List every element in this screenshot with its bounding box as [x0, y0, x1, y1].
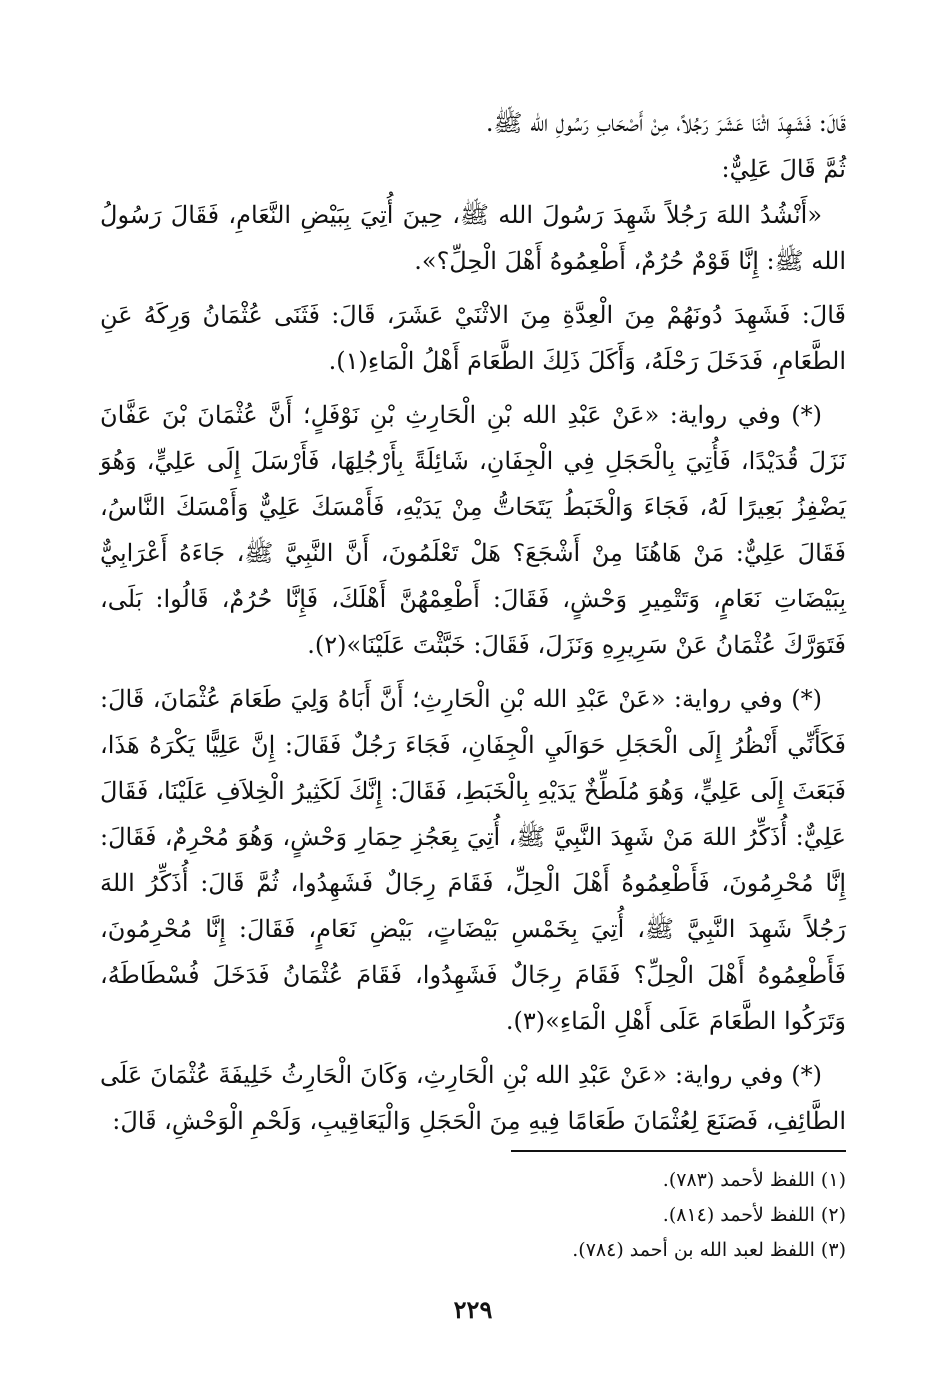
footnotes [100, 1163, 846, 1268]
main-text [100, 100, 846, 1144]
paragraph-5: (*) وفي رواية: «عَنْ عَبْدِ الله بْنِ الْحَارِثِ بْنِ نَوْفَلٍ؛ أَنَّ عُثْمَانَ بْنَ عَفَّانَ نَزَلَ قُدَيْدًا، فَأُتِيَ بِالْحَجَلِ فِي الْجِفَانِ، شَائِلَةً بِأَرْجُلِهَا، فَأَرْسَلَ إِلَى عَلِيٍّ، وَهُوَ يَضْفِزُ بَعِيرًا لَهُ، فَجَاءَ وَالْخَبَطُ يَتَحَاتُّ مِنْ يَدَيْهِ، فَأَمْسَكَ عَلِيٌّ وَأَمْسَكَ النَّاسُ، فَقَالَ عَلِيٌّ: مَنْ هَاهُنَا مِنْ أَشْجَعَ؟ هَلْ تَعْلَمُونَ، أَنَّ النَّبِيَّ ﷺ، جَاءَهُ أَعْرَابِيٌّ بِبَيْضَاتِ نَعَامٍ، وَتَتْمِيرِ وَحْشٍ، فَقَالَ: أَطْعِمْهُنَّ أَهْلَكَ، فَإِنَّا حُرُمٌ، قَالُوا: بَلَى، فَتَوَرَّكَ عُثْمَانُ عَنْ سَرِيرِهِ وَنَزَلَ، فَقَالَ: خَبَّثْتَ عَلَيْنَا»(٢). [100, 401, 846, 659]
footnote-3: (٣) اللفظ لعبد الله بن أحمد (٧٨٤). [572, 1239, 846, 1261]
paragraph-4: قَالَ: فَشَهِدَ دُونَهُمْ مِنَ الْعِدَّةِ مِنَ الاثْنَيْ عَشَرَ، قَالَ: فَثَنَى عُثْمَانُ وَرِكَهُ عَنِ الطَّعَامِ، فَدَخَلَ رَحْلَهُ، وَأَكَلَ ذَلِكَ الطَّعَامَ أَهْلُ الْمَاءِ(١). [100, 301, 846, 375]
paragraph-7: (*) وفي رواية: «عَنْ عَبْدِ الله بْنِ الْحَارِثِ، وَكَانَ الْحَارِثُ خَلِيفَةَ عُثْمَانَ عَلَى الطَّائِفِ، فَصَنَعَ لِعُثْمَانَ طَعَامًا فِيهِ مِنَ الْحَجَلِ وَالْيَعَاقِيبِ، وَلَحْمِ الْوَحْشِ، قَالَ: [100, 1061, 846, 1135]
page-number: ٢٢٩ [453, 1295, 493, 1324]
footnote-divider [511, 1150, 846, 1152]
paragraph-2: ثُمَّ قَالَ عَلِيٌّ: [721, 155, 846, 183]
paragraph-6: (*) وفي رواية: «عَنْ عَبْدِ الله بْنِ الْحَارِثِ؛ أَنَّ أَبَاهُ وَلِيَ طَعَامَ عُثْمَانَ، قَالَ: فَكَأَنِّي أَنْظُرُ إِلَى الْحَجَلِ حَوَالَيِ الْجِفَانِ، فَجَاءَ رَجُلٌ فَقَالَ: إِنَّ عَلِيًّا يَكْرَهُ هَذَا، فَبَعَثَ إِلَى عَلِيٍّ، وَهُوَ مُلَطِّخٌ يَدَيْهِ بِالْخَبَطِ، فَقَالَ: إِنَّكَ لَكَثِيرُ الْخِلاَفِ عَلَيْنَا، فَقَالَ عَلِيٌّ: أُذَكِّرُ اللهَ مَنْ شَهِدَ النَّبِيَّ ﷺ، أُتِيَ بِعَجُزِ حِمَارِ وَحْشٍ، وَهُوَ مُحْرِمٌ، فَقَالَ: إِنَّا مُحْرِمُونَ، فَأَطْعِمُوهُ أَهْلَ الْحِلِّ، فَقَامَ رِجَالٌ فَشَهِدُوا، ثُمَّ قَالَ: أُذَكِّرُ اللهَ رَجُلاً شَهِدَ النَّبِيَّ ﷺ، أُتِيَ بِخَمْسِ بَيْضَاتٍ، بَيْضِ نَعَامٍ، فَقَالَ: إِنَّا مُحْرِمُونَ، فَأَطْعِمُوهُ أَهْلَ الْحِلِّ؟ فَقَامَ رِجَالٌ فَشَهِدُوا، فَقَامَ عُثْمَانُ فَدَخَلَ فُسْطَاطَهُ، وَتَرَكُوا الطَّعَامَ عَلَى أَهْلِ الْمَاءِ»(٣). [100, 685, 846, 1035]
footnote-2: (٢) اللفظ لأحمد (٨١٤). [662, 1204, 846, 1226]
paragraph-3: «أَنْشُدُ اللهَ رَجُلاً شَهِدَ رَسُولَ الله ﷺ، حِينَ أُتِيَ بِبَيْضِ النَّعَامِ، فَقَالَ رَسُولُ الله ﷺ: إِنَّا قَوْمٌ حُرُمٌ، أَطْعِمُوهُ أَهْلَ الْحِلِّ؟». [100, 201, 846, 275]
paragraph-1: قَالَ: فَشَهِدَ اثْنَا عَشَرَ رَجُلاً، مِنْ أَصْحَابِ رَسُولِ الله ﷺ. [485, 109, 846, 137]
footnote-1: (١) اللفظ لأحمد (٧٨٣). [662, 1169, 846, 1191]
